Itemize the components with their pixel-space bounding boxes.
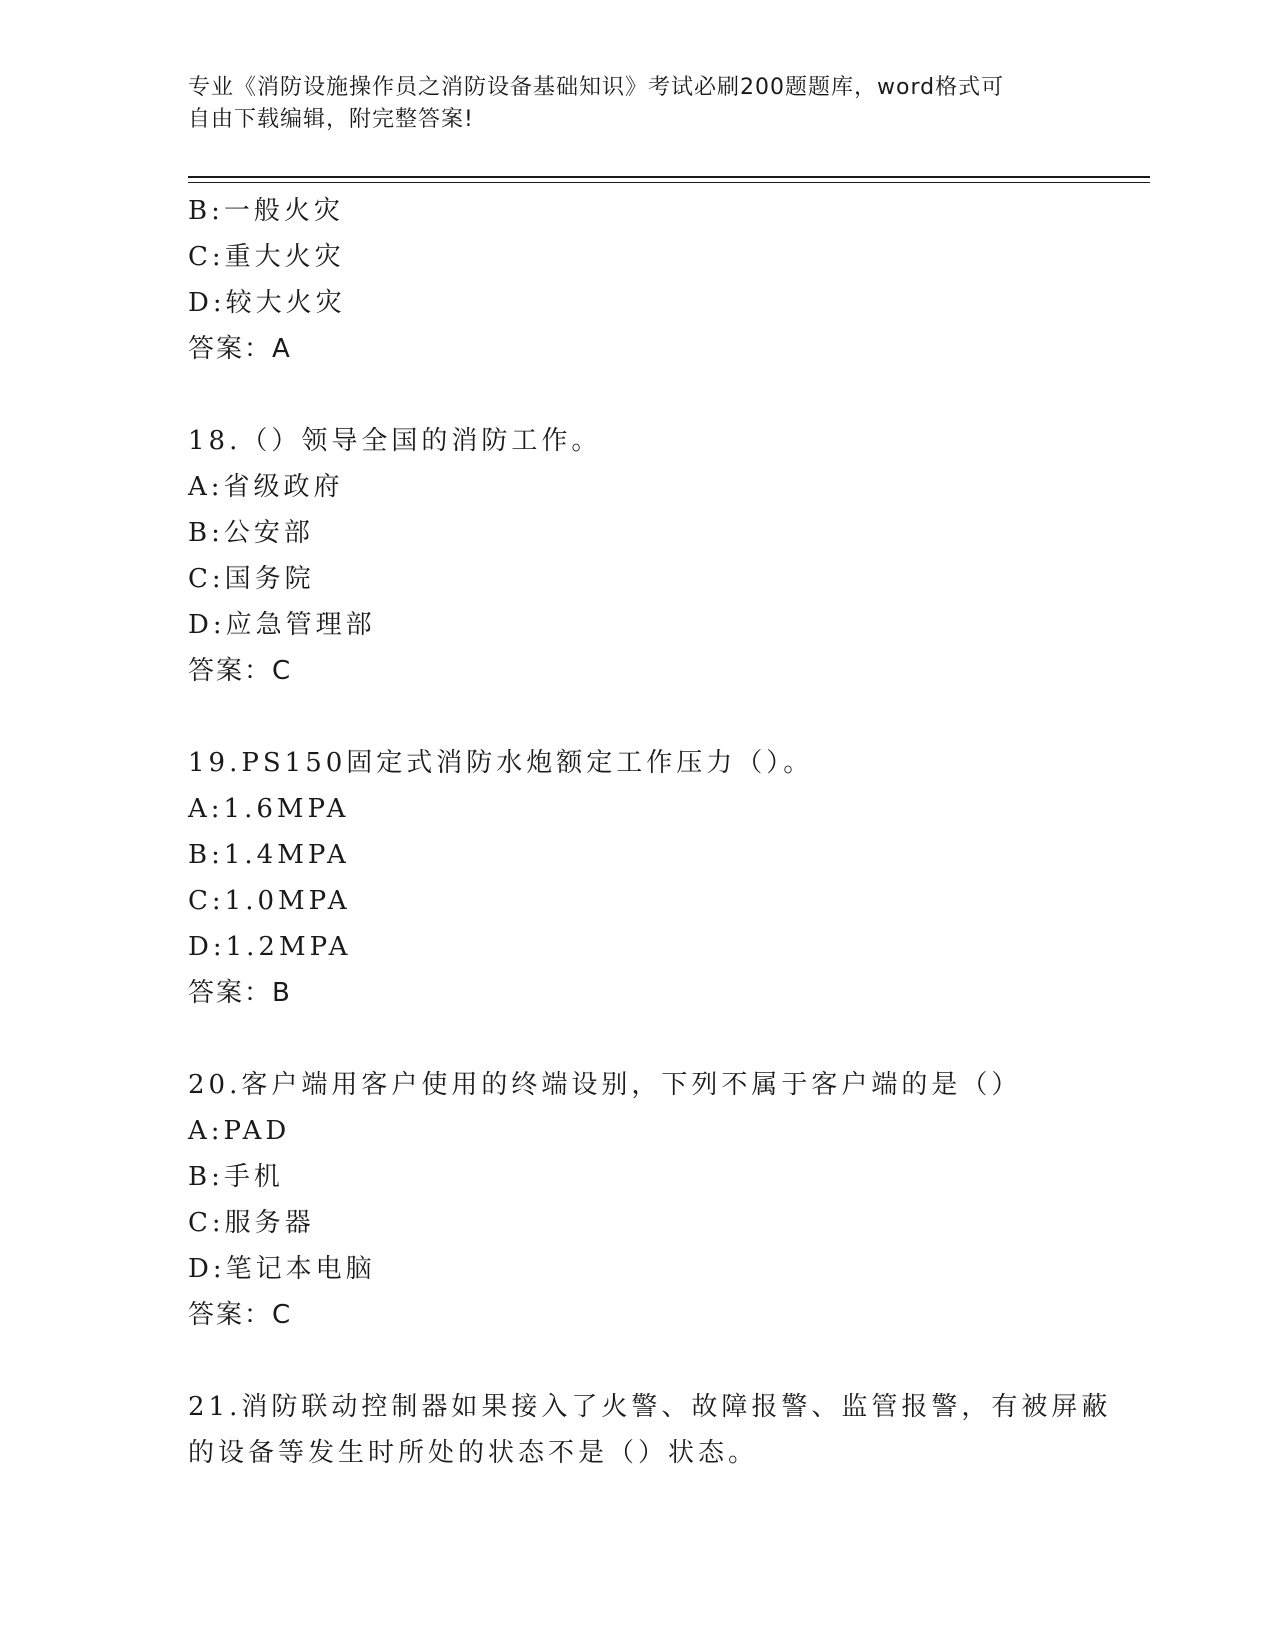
header-line-2: 自由下载编辑，附完整答案!	[188, 107, 474, 132]
option-c: C:国务院	[188, 564, 315, 594]
answer-line: 答案：C	[188, 656, 293, 686]
option-c: C:服务器	[188, 1208, 315, 1238]
question-content	[188, 188, 1112, 1476]
option-a: A:1.6MPA	[188, 794, 350, 824]
answer-line: 答案：B	[188, 978, 292, 1008]
question-text: 18.（）领导全国的消防工作。	[188, 426, 602, 456]
document-header	[188, 72, 1068, 136]
question-text-line-1: 21.消防联动控制器如果接入了火警、故障报警、监管报警，有被屏蔽	[188, 1392, 1112, 1422]
option-d: D:应急管理部	[188, 610, 376, 640]
header-rule-thin	[188, 182, 1150, 183]
question-17-continued	[188, 188, 1088, 372]
option-c: C:1.0MPA	[188, 886, 351, 916]
option-a: A:PAD	[188, 1116, 291, 1146]
option-a: A:省级政府	[188, 472, 344, 502]
question-text: 20.客户端用客户使用的终端设别，下列不属于客户端的是（）	[188, 1070, 1022, 1100]
answer-line: 答案：A	[188, 334, 292, 364]
question-text-line-2: 的设备等发生时所处的状态不是（）状态。	[188, 1438, 759, 1468]
option-d: D:笔记本电脑	[188, 1254, 376, 1284]
option-b: B:1.4MPA	[188, 840, 350, 870]
option-b: B:手机	[188, 1162, 284, 1192]
answer-line: 答案：C	[188, 1300, 293, 1330]
header-line-1: 专业《消防设施操作员之消防设备基础知识》考试必刷200题题库，word格式可	[188, 75, 1005, 100]
question-20	[188, 1062, 1088, 1338]
option-b: B:一般火灾	[188, 196, 344, 226]
question-21	[188, 1384, 1112, 1476]
question-18	[188, 418, 1088, 694]
option-b: B:公安部	[188, 518, 314, 548]
option-c: C:重大火灾	[188, 242, 345, 272]
question-text: 19.PS150固定式消防水炮额定工作压力（）。	[188, 748, 814, 778]
option-d: D:1.2MPA	[188, 932, 352, 962]
option-d: D:较大火灾	[188, 288, 346, 318]
header-rule-thick	[188, 176, 1150, 178]
question-19	[188, 740, 1088, 1016]
